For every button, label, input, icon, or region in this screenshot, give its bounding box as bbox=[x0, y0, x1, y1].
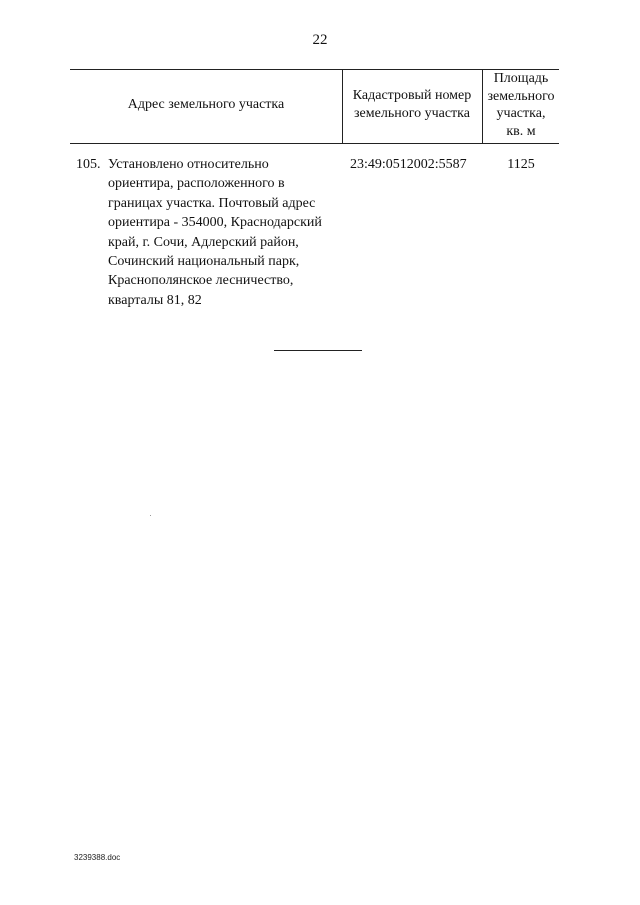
table-header-rule bbox=[70, 143, 559, 144]
header-cadastral-number: Кадастровый номер земельного участка bbox=[352, 88, 472, 121]
scan-speck bbox=[150, 515, 151, 516]
footer-filename: 3239388.doc bbox=[74, 853, 121, 862]
row-cadastral-number: 23:49:0512002:5587 bbox=[350, 157, 467, 172]
header-area: Площадь земельного участка, кв. м bbox=[487, 71, 555, 139]
page-number: 22 bbox=[312, 32, 328, 48]
row-number: 105. bbox=[76, 157, 101, 172]
document-end-line bbox=[274, 350, 362, 351]
row-address: Установлено относительно ориентира, расположенного в границах участка. Почтовый адрес ориентира - 354000, Краснодарский край, г. Сочи, Адлерский район, Сочинский национальный парк, Краснополянское лесничество, кварталы 81, 82 bbox=[108, 157, 322, 308]
header-address: Адрес земельного участка bbox=[127, 97, 285, 112]
row-area: 1125 bbox=[507, 157, 535, 172]
